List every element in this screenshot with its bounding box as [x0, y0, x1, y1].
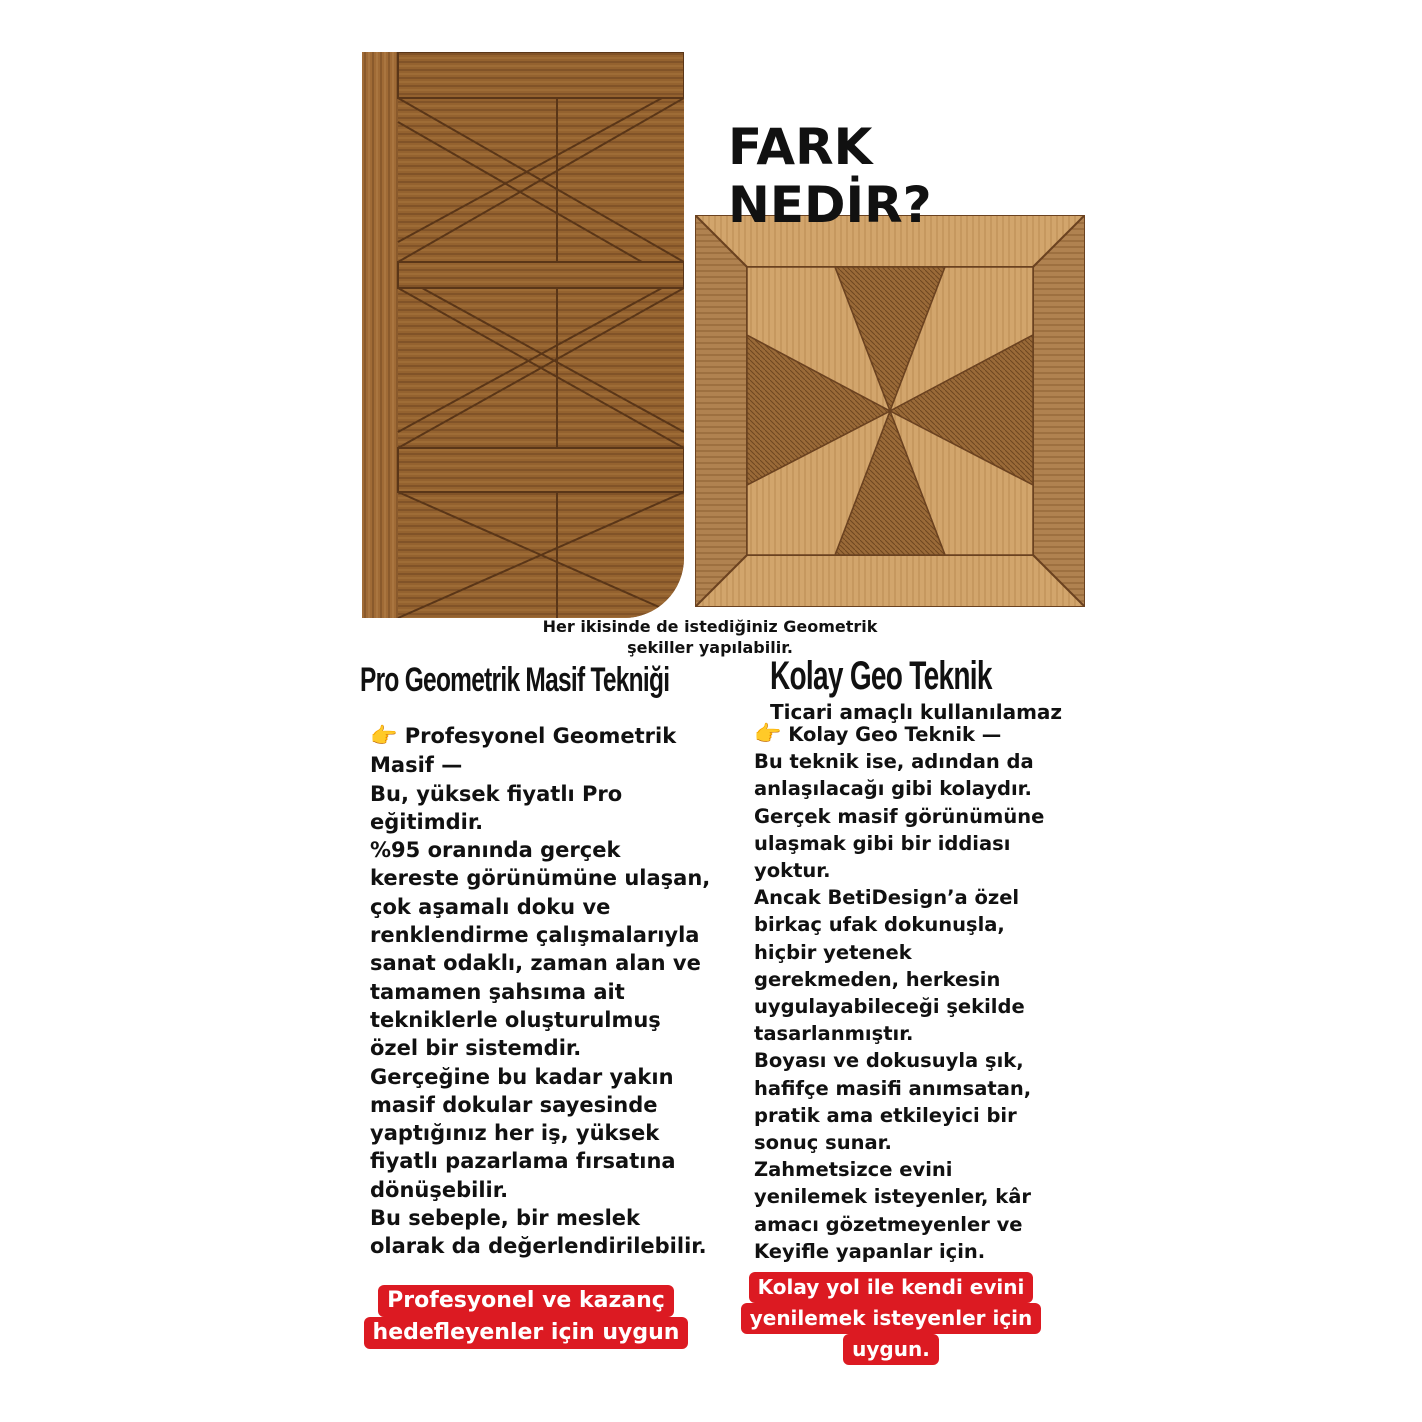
left-line: yaptığınız her iş, yüksek — [370, 1121, 660, 1146]
badge-line: yenilemek isteyenler için — [741, 1303, 1042, 1334]
left-line: 👉 Profesyonel Geometrik — [370, 724, 677, 749]
right-description — [754, 721, 1054, 1265]
left-heading: Pro Geometrik Masif Tekniği — [360, 661, 670, 699]
left-line: %95 oranında gerçek — [370, 838, 621, 863]
right-line: Zahmetsizce evini — [754, 1158, 953, 1182]
left-line: Bu, yüksek fiyatlı Pro — [370, 781, 623, 806]
caption-line: şekiller yapılabilir. — [627, 638, 793, 657]
right-line: pratik ama etkileyici bir — [754, 1103, 1017, 1127]
right-badge — [738, 1272, 1044, 1365]
right-line: Boyası ve dokusuyla şık, — [754, 1049, 1024, 1073]
page-title: FARK NEDİR? — [728, 118, 932, 234]
right-heading: Kolay Geo Teknik — [770, 654, 992, 698]
right-line: yenilemek isteyenler, kâr — [754, 1185, 1031, 1209]
left-badge — [360, 1285, 692, 1349]
right-line: gerekmeden, herkesin — [754, 967, 1001, 991]
left-line: olarak da değerlendirilebilir. — [370, 1234, 707, 1259]
left-line: özel bir sistemdir. — [370, 1036, 582, 1061]
right-line: anlaşılacağı gibi kolaydır. — [754, 777, 1032, 801]
right-line: ulaşmak gibi bir iddiası — [754, 831, 1011, 855]
caption — [520, 616, 900, 658]
left-line: masif dokular sayesinde — [370, 1092, 658, 1117]
left-line: fiyatlı pazarlama fırsatına — [370, 1149, 676, 1174]
left-line: eğitimdir. — [370, 809, 484, 834]
right-line: hiçbir yetenek — [754, 940, 912, 964]
pointing-hand-icon: 👉 — [370, 724, 398, 749]
left-line: Bu sebeple, bir meslek — [370, 1206, 640, 1231]
badge-line: Profesyonel ve kazanç — [378, 1285, 674, 1317]
right-line: hafifçe masifi anımsatan, — [754, 1076, 1032, 1100]
right-line: sonuç sunar. — [754, 1131, 892, 1155]
right-line: uygulayabileceği şekilde — [754, 995, 1025, 1019]
left-line: tamamen şahsıma ait — [370, 979, 625, 1004]
left-line: renklendirme çalışmalarıyla — [370, 923, 700, 948]
badge-line: Kolay yol ile kendi evini — [749, 1272, 1034, 1303]
right-line: birkaç ufak dokunuşla, — [754, 913, 1005, 937]
badge-line: hedefleyenler için uygun — [364, 1317, 689, 1349]
star-pattern-wood-tile-image — [695, 215, 1085, 607]
right-line: 👉 Kolay Geo Teknik — — [754, 722, 1002, 747]
right-subheading: Ticari amaçlı kullanılamaz — [770, 700, 1063, 724]
geometric-wood-panel-image — [362, 52, 684, 618]
right-line: Bu teknik ise, adından da — [754, 750, 1034, 774]
left-line: tekniklerle oluşturulmuş — [370, 1007, 661, 1032]
right-line: Ancak BetiDesign’a özel — [754, 886, 1020, 910]
left-line: çok aşamalı doku ve — [370, 894, 611, 919]
right-line: tasarlanmıştır. — [754, 1022, 914, 1046]
caption-line: Her ikisinde de istediğiniz Geometrik — [542, 617, 878, 636]
left-description — [370, 722, 710, 1261]
left-line: kereste görünümüne ulaşan, — [370, 866, 711, 891]
right-line: yoktur. — [754, 859, 831, 883]
badge-line: uygun. — [843, 1334, 939, 1365]
right-line: Gerçek masif görünümüne — [754, 804, 1045, 828]
left-line: Masif — — [370, 753, 463, 778]
right-line: Keyifle yapanlar için. — [754, 1239, 986, 1263]
pointing-hand-icon: 👉 — [754, 722, 782, 747]
right-line: amacı gözetmeyenler ve — [754, 1212, 1023, 1236]
left-line: Gerçeğine bu kadar yakın — [370, 1064, 674, 1089]
left-line: dönüşebilir. — [370, 1177, 509, 1202]
left-line: sanat odaklı, zaman alan ve — [370, 951, 701, 976]
